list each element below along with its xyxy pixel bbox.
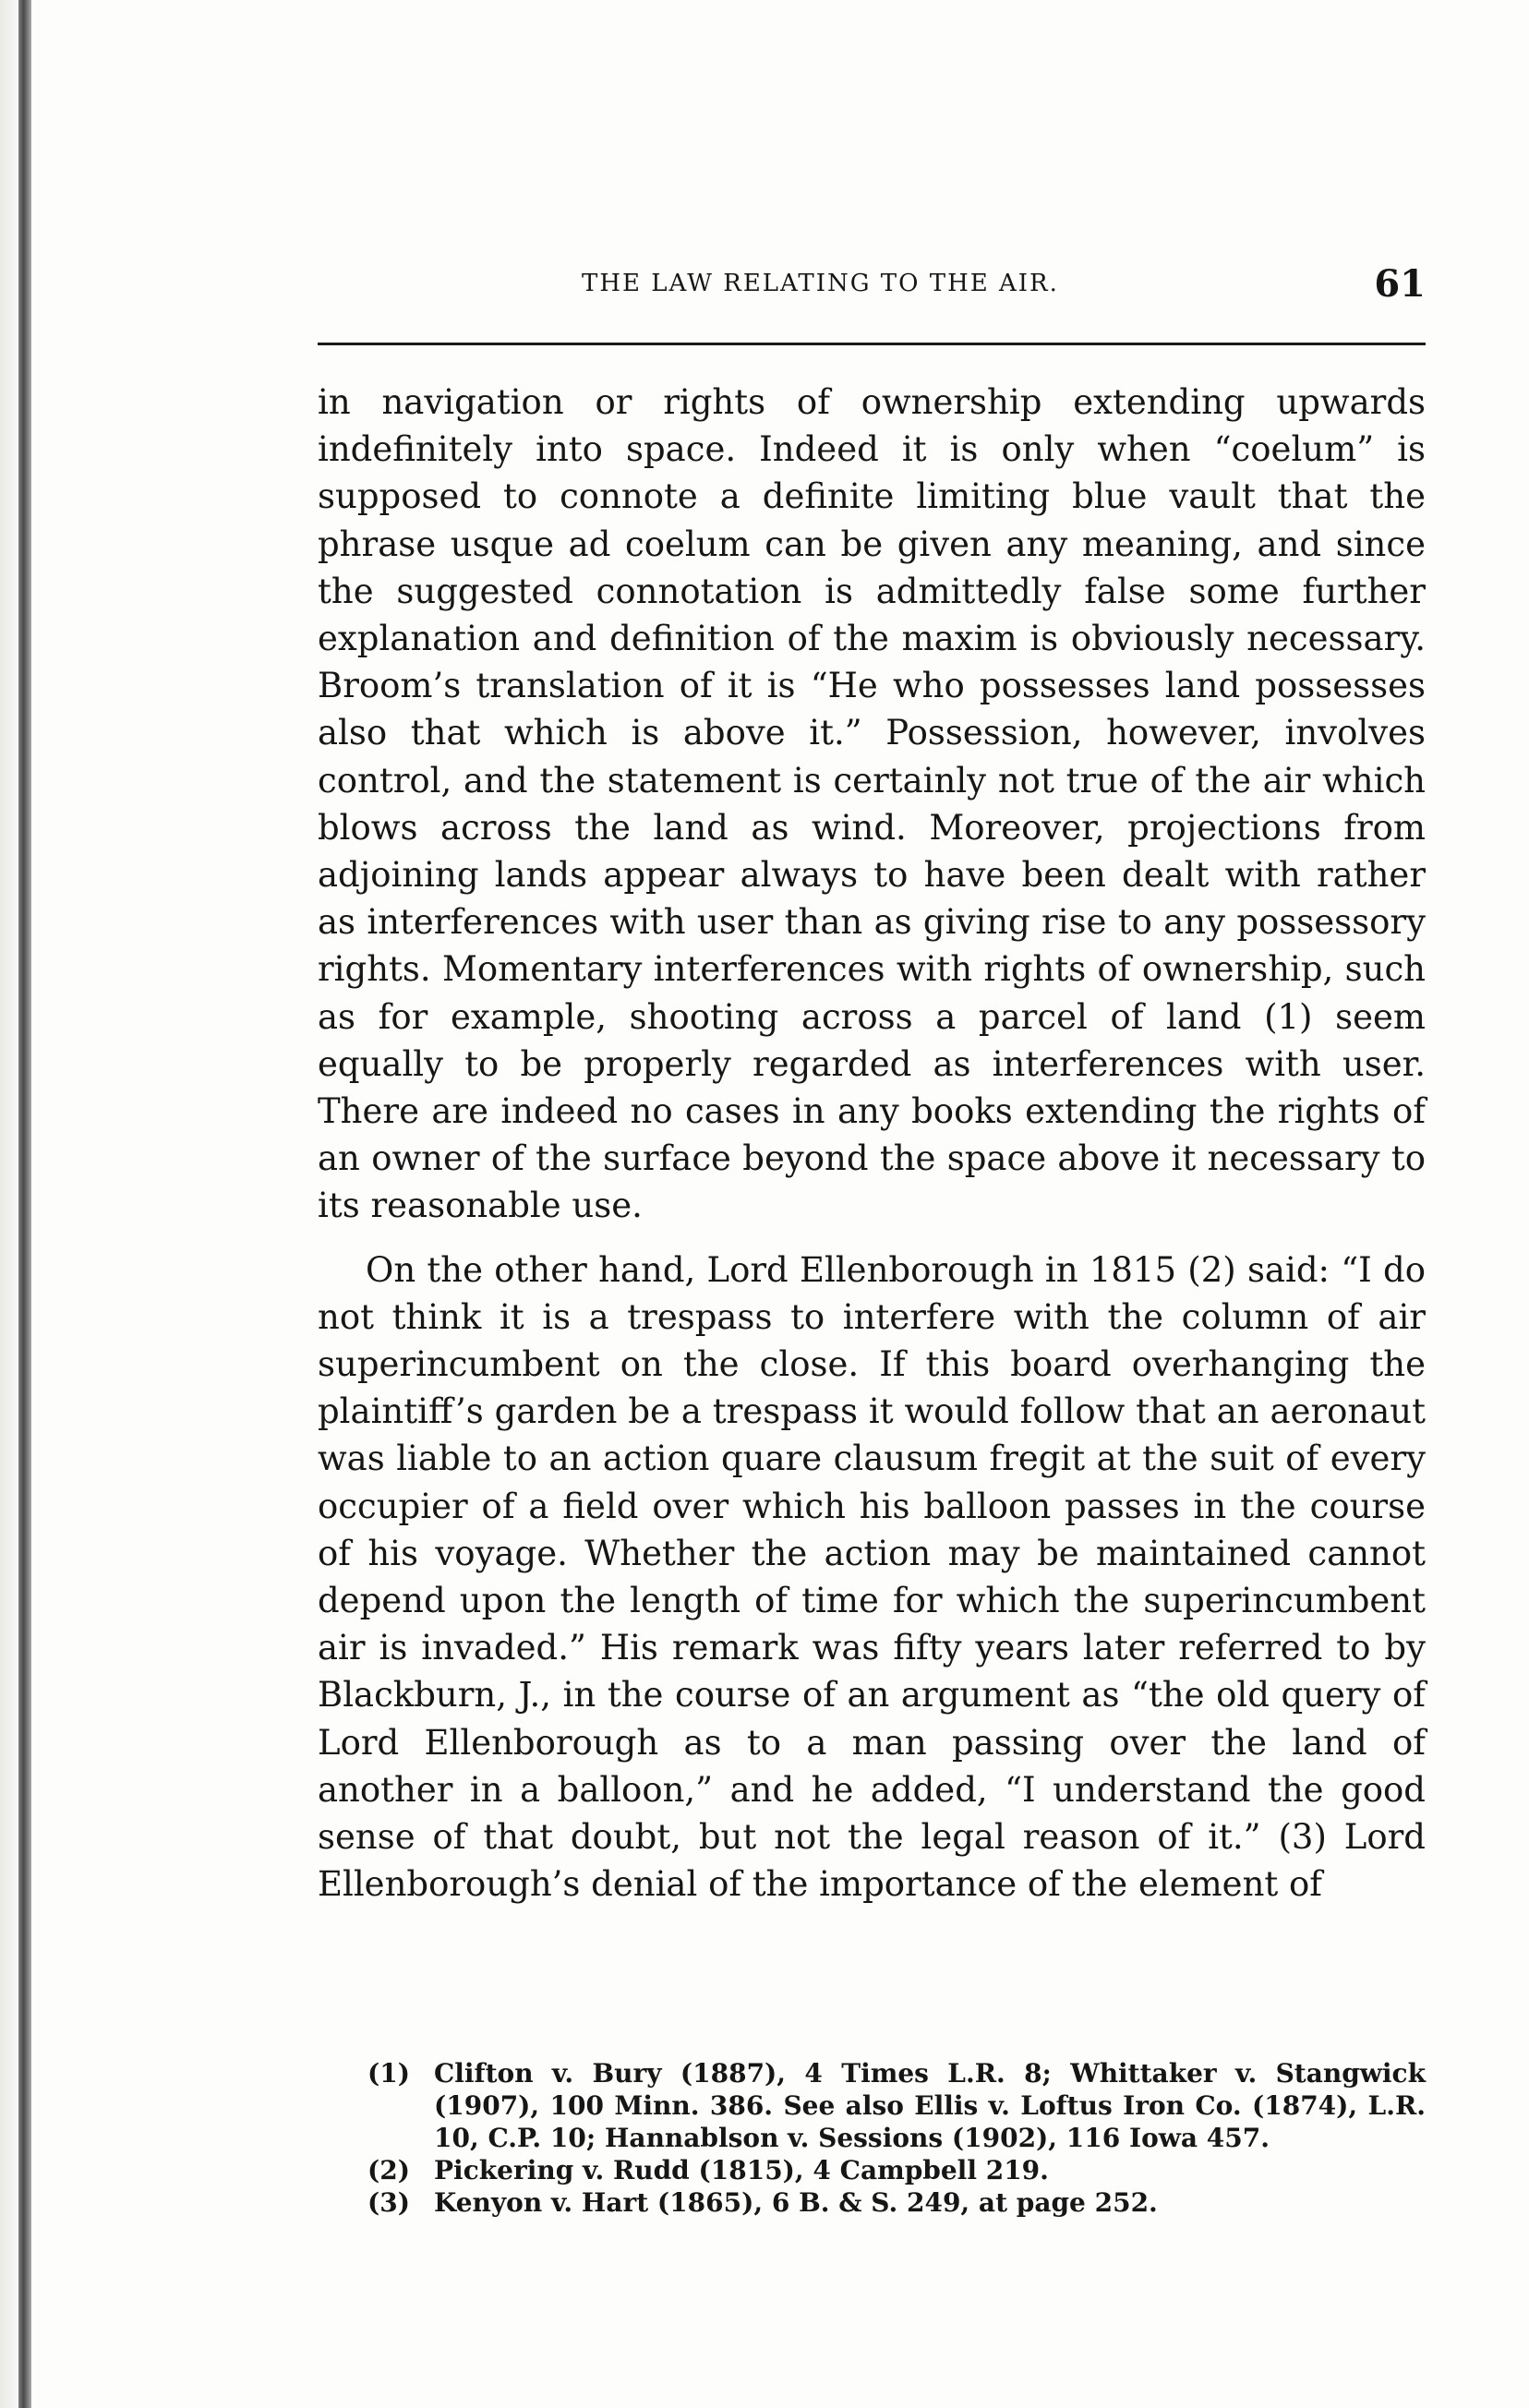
footnote-text: Clifton v. Bury (1887), 4 Times L.R. 8; Whittaker v. Stangwick (1907), 100 Minn. 386. See also Ellis v. Loftus Iron Co. (1874), L.R. 10, C.P. 10; Hannablson v. Sessions (1902), 116 Iowa 457. [434,2058,1426,2153]
page-number: 61 [1374,262,1426,306]
page-header [318,262,1426,318]
paragraph: On the other hand, Lord Ellenborough in 1815 (2) said: “I do not think it is a trespass to interfere with the column of air superincumbent on the close. If this board overhanging the plaintiff’s garden be a trespass it would follow that an aeronaut was liable to an action quare clausum fregit at the suit of every occupier of a field over which his balloon passes in the course of his voyage. Whether the action may be maintained cannot depend upon the length of time for which the superincumbent air is invaded.” His remark was fifty years later referred to by Blackburn, J., in the course of an argument as “the old query of Lord Ellenborough as to a man passing over the land of another in a balloon,” and he added, “I understand the good sense of that doubt, but not the legal reason of it.” (3) Lord Ellenborough’s denial of the importance of the element of [318,1249,1426,1905]
footnote-marker: (1) [367,2058,410,2089]
running-head: THE LAW RELATING TO THE AIR. [582,270,1059,297]
body-text [318,379,1426,1925]
header-rule [318,343,1426,345]
footnote [367,2186,1426,2219]
footnote [367,2057,1426,2154]
footnotes [367,2057,1426,2219]
footnote-text: Kenyon v. Hart (1865), 6 B. & S. 249, at page 252. [434,2187,1158,2218]
paragraph: in navigation or rights of ownership extending upwards indefinitely into space. Indeed it is only when “coelum” is supposed to connote a definite limiting blue vault that the phrase usque ad coelum can be given any meaning, and since the suggested connotation is admittedly false some further explanation and definition of the maxim is obviously necessary. Broom’s translation of it is “He who possesses land possesses also that which is above it.” Possession, however, involves control, and the statement is certainly not true of the air which blows across the land as wind. Moreover, projections from adjoining lands appear always to have been dealt with rather as interferences with user than as giving rise to any possessory rights. Momentary interferences with rights of ownership, such as for example, shooting across a parcel of land (1) seem equally to be properly regarded as interferences with user. There are indeed no cases in any books extending the rights of an owner of the surface beyond the space above it necessary to its reasonable use. [318,382,1426,1226]
footnote-text: Pickering v. Rudd (1815), 4 Campbell 219. [434,2155,1049,2185]
page-edge [0,0,18,2408]
binding-shadow [18,0,31,2408]
footnote-marker: (3) [367,2187,410,2218]
footnote-marker: (2) [367,2155,410,2185]
footnote [367,2154,1426,2186]
